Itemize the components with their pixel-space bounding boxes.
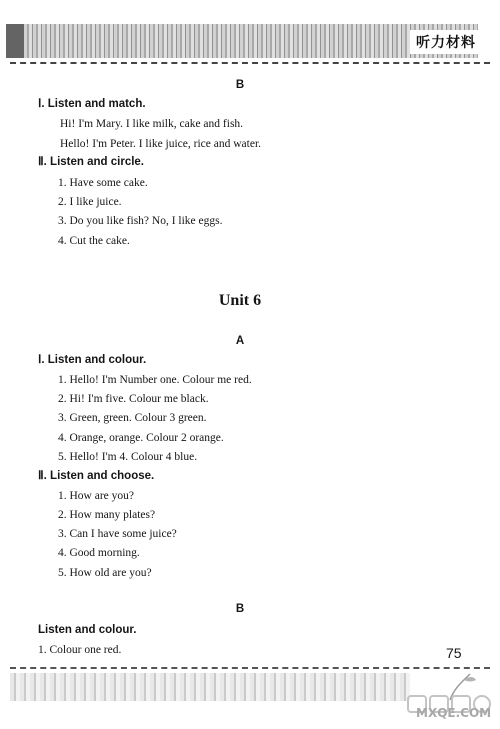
section-b-label: B [235,603,245,615]
list-item: 1. How are you? [58,490,135,502]
list-item: 2. Hi! I'm five. Colour me black. [58,393,209,405]
header-divider [10,62,490,64]
page-number: 75 [446,645,462,661]
text-line: Hello! I'm Peter. I like juice, rice and water. [60,138,262,150]
list-item: 3. Can I have some juice? [58,528,177,540]
list-item: 4. Cut the cake. [58,235,130,247]
part2-heading: Ⅱ. Listen and choose. [38,470,155,482]
list-item: 1. Have some cake. [58,177,148,189]
list-item: 5. Hello! I'm 4. Colour 4 blue. [58,451,198,463]
watermark-text: MXQE.COM [416,706,492,720]
list-item: 1. Hello! I'm Number one. Colour me red. [58,374,252,386]
footer-divider [10,667,490,669]
list-item: 2. How many plates? [58,509,156,521]
footer-decoration [10,673,410,701]
unit-title: Unit 6 [218,292,262,309]
header-title: 听力材料 [410,30,482,54]
page-header [0,0,500,72]
list-item: 4. Orange, orange. Colour 2 orange. [58,432,224,444]
part2-heading: Ⅱ. Listen and circle. [38,156,144,168]
part1-heading: Ⅰ. Listen and colour. [38,354,147,366]
text-line: Hi! I'm Mary. I like milk, cake and fish. [60,118,244,130]
list-item: 3. Do you like fish? No, I like eggs. [58,215,223,227]
list-item: 5. How old are you? [58,567,152,579]
section-a-label: A [235,335,245,347]
section-b-label: B [235,79,245,91]
list-item: 4. Good morning. [58,547,140,559]
list-item: 1. Colour one red. [38,644,122,656]
list-item: 2. I like juice. [58,196,122,208]
section-b-heading: Listen and colour. [38,624,137,636]
part1-heading: Ⅰ. Listen and match. [38,98,146,110]
list-item: 3. Green, green. Colour 3 green. [58,412,207,424]
header-decoration [6,24,478,58]
